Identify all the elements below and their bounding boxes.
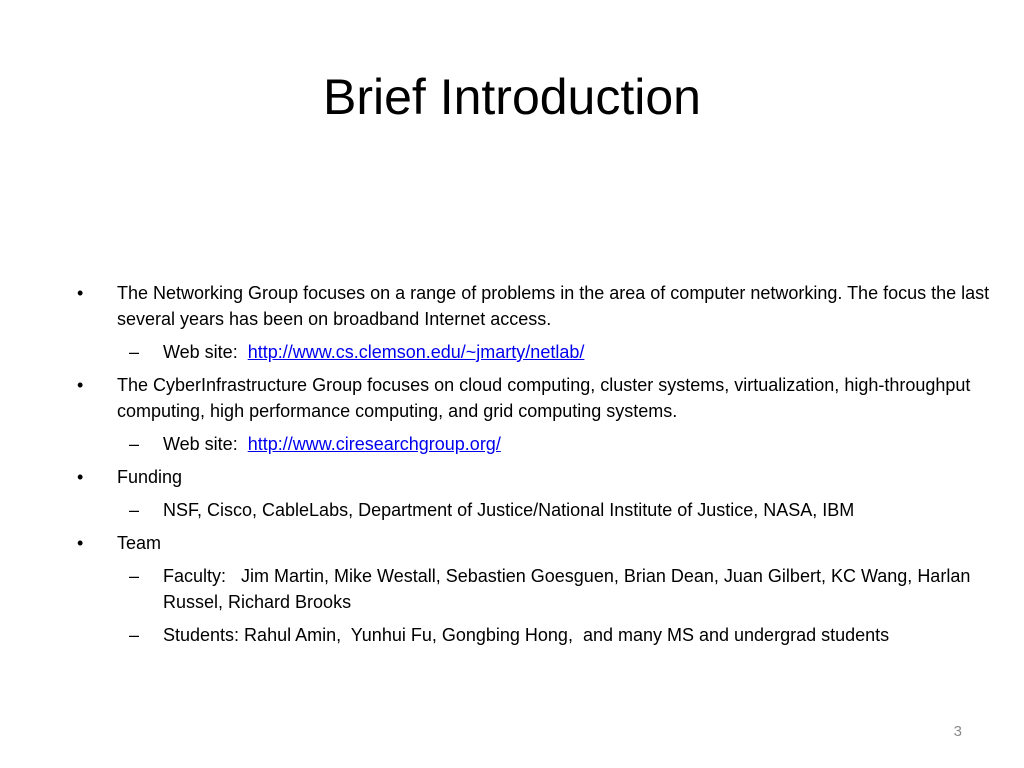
sub-bullet-students [74, 622, 1014, 648]
sub-bullet-text: Students: Rahul Amin, Yunhui Fu, Gongbing Hong, and many MS and undergrad students [163, 625, 890, 645]
bullet-networking-group [74, 280, 1014, 332]
website-label: Web site: [163, 434, 248, 454]
slide-title: Brief Introduction [323, 69, 701, 125]
bullet-funding [74, 464, 1014, 490]
bullet-text: Funding [117, 467, 183, 487]
sub-bullet-text: NSF, Cisco, CableLabs, Department of Justice/National Institute of Justice, NASA, IBM [163, 500, 855, 520]
dash-icon: – [129, 566, 140, 586]
bullet-cyberinfrastructure-group [74, 372, 1014, 424]
bullet-text: The CyberInfrastructure Group focuses on cloud computing, cluster systems, virtualization, high-throughput computing, high performance computing, and grid computing systems. [117, 375, 971, 421]
bullet-text: The Networking Group focuses on a range of problems in the area of computer networking. The focus the last several years has been on broadband Internet access. [117, 283, 990, 329]
sub-bullet-funding-sources [74, 497, 1014, 523]
sub-bullet-faculty [74, 563, 1014, 615]
bullet-icon: • [77, 533, 84, 553]
page-number: 3 [953, 723, 962, 740]
bullet-team [74, 530, 1014, 556]
slide-content [74, 280, 1014, 655]
bullet-icon: • [77, 375, 84, 395]
dash-icon: – [129, 342, 140, 362]
networking-website-link[interactable]: http://www.cs.clemson.edu/~jmarty/netlab/ [247, 342, 585, 362]
dash-icon: – [129, 500, 140, 520]
sub-bullet-cyberinfrastructure-website [74, 431, 1014, 457]
website-label: Web site: [163, 342, 248, 362]
sub-bullet-networking-website [74, 339, 1014, 365]
sub-bullet-text: Faculty: Jim Martin, Mike Westall, Sebastien Goesguen, Brian Dean, Juan Gilbert, KC Wang, Harlan Russel, Richard Brooks [163, 566, 976, 612]
bullet-icon: • [77, 467, 84, 487]
cyberinfrastructure-website-link[interactable]: http://www.ciresearchgroup.org/ [247, 434, 501, 454]
dash-icon: – [129, 625, 140, 645]
dash-icon: – [129, 434, 140, 454]
bullet-text: Team [117, 533, 162, 553]
bullet-icon: • [77, 283, 84, 303]
